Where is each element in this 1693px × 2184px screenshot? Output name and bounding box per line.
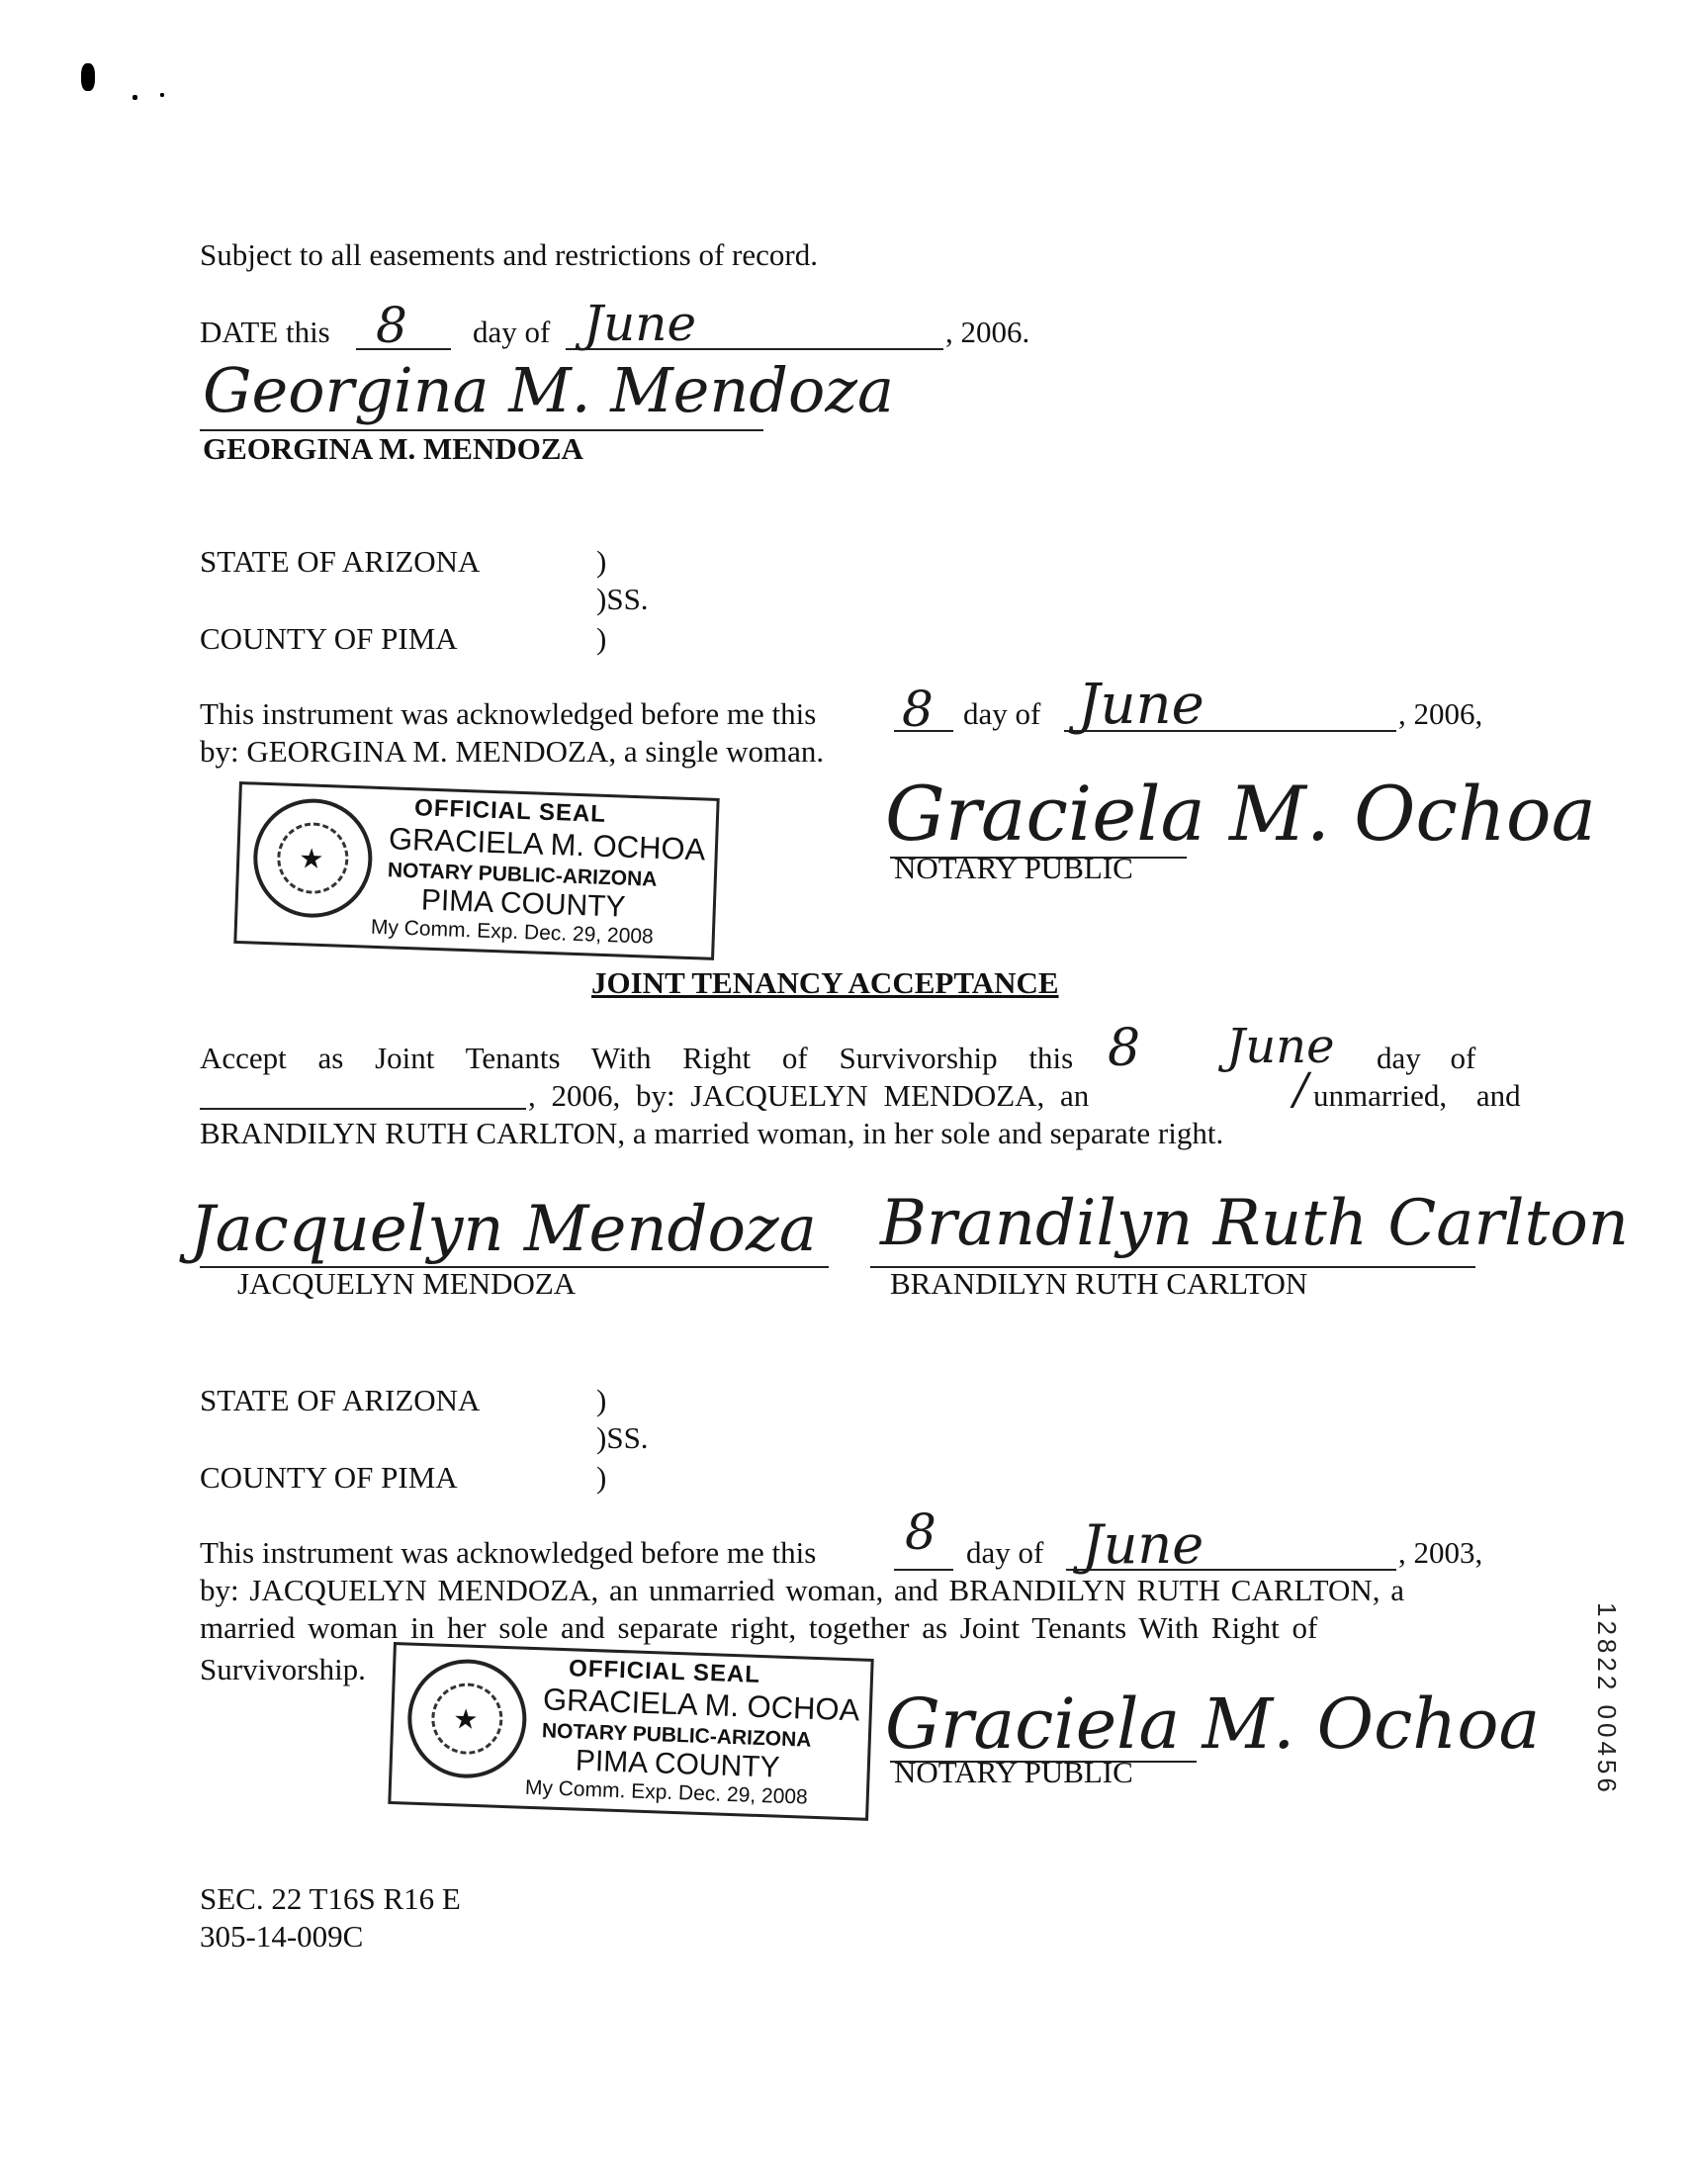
scan-speck	[160, 93, 164, 97]
venue-ss: )SS.	[596, 1420, 649, 1455]
scan-speck	[133, 95, 137, 100]
handwritten-day: 8	[376, 297, 407, 354]
handwritten-month: June	[583, 295, 697, 352]
seal-notary-name: GRACIELA M. OCHOA	[542, 1682, 860, 1728]
grantor-printed-name: GEORGINA M. MENDOZA	[203, 431, 583, 466]
seal-commission-expiry: My Comm. Exp. Dec. 29, 2008	[524, 1775, 809, 1809]
acceptance-line-1-end: day of	[1377, 1041, 1476, 1075]
venue-state: STATE OF ARIZONA	[200, 544, 481, 579]
acknowledgment-by-line: by: GEORGINA M. MENDOZA, a single woman.	[200, 734, 825, 769]
easements-statement: Subject to all easements and restrictions of record.	[200, 237, 818, 272]
seal-official: OFFICIAL SEAL	[413, 794, 607, 828]
grantee-signature: Jacquelyn Mendoza	[190, 1193, 817, 1266]
venue-paren: )	[596, 1383, 607, 1417]
grantee-printed-name: JACQUELYN MENDOZA	[237, 1266, 577, 1301]
seal-commission-expiry: My Comm. Exp. Dec. 29, 2008	[370, 915, 655, 949]
handwritten-slash: /	[1293, 1064, 1308, 1115]
scan-speck	[81, 63, 95, 91]
venue-paren: )	[596, 1460, 607, 1495]
grantee-printed-name: BRANDILYN RUTH CARLTON	[890, 1266, 1308, 1301]
acknowledgment-line-2: by: JACQUELYN MENDOZA, an unmarried woman, and BRANDILYN RUTH CARLTON, a	[200, 1573, 1405, 1607]
seal-notary-name: GRACIELA M. OCHOA	[388, 821, 706, 867]
acknowledgment-suffix: , 2003,	[1398, 1535, 1483, 1570]
date-suffix: , 2006.	[945, 315, 1030, 349]
venue-county: COUNTY OF PIMA	[200, 1460, 458, 1495]
state-seal-emblem-icon: ★	[251, 797, 374, 920]
acceptance-line-1: Accept as Joint Tenants With Right of Survivorship this	[200, 1041, 1074, 1075]
acceptance-line-2-end: unmarried, and	[1313, 1078, 1521, 1113]
venue-ss: )SS.	[596, 582, 649, 616]
seal-notary-title: NOTARY PUBLIC-ARIZONA	[541, 1719, 812, 1752]
handwritten-month: June	[1078, 673, 1204, 737]
seal-notary-title: NOTARY PUBLIC-ARIZONA	[387, 859, 658, 891]
notary-seal-stamp	[233, 781, 719, 960]
venue-county: COUNTY OF PIMA	[200, 621, 458, 656]
handwritten-month: June	[1226, 1019, 1335, 1074]
handwritten-month: June	[1082, 1513, 1204, 1576]
day-blank	[894, 1569, 953, 1571]
notary-signature: Graciela M. Ochoa	[885, 770, 1596, 858]
handwritten-day: 8	[905, 1503, 936, 1561]
handwritten-day: 8	[902, 681, 934, 738]
date-middle: day of	[473, 315, 551, 349]
venue-state: STATE OF ARIZONA	[200, 1383, 481, 1417]
acceptance-line-3: BRANDILYN RUTH CARLTON, a married woman, in her sole and separate right.	[200, 1116, 1224, 1150]
acknowledgment-line-4: Survivorship.	[200, 1652, 366, 1686]
notary-signature: Graciela M. Ochoa	[885, 1684, 1541, 1765]
state-seal-emblem-icon: ★	[405, 1658, 528, 1780]
recording-number: 12822 00456	[1592, 1602, 1622, 1796]
acknowledgment-middle: day of	[966, 1535, 1044, 1570]
acknowledgment-line-3: married woman in her sole and separate right, together as Joint Tenants With Right of	[200, 1610, 1318, 1645]
parcel-number: 305-14-009C	[200, 1919, 364, 1954]
seal-county: PIMA COUNTY	[575, 1744, 781, 1784]
seal-official: OFFICIAL SEAL	[568, 1655, 761, 1688]
acknowledgment-text: This instrument was acknowledged before me this	[200, 696, 817, 731]
notary-public-label: NOTARY PUBLIC	[894, 1755, 1133, 1789]
acceptance-heading: JOINT TENANCY ACCEPTANCE	[591, 965, 1059, 1000]
date-blank	[200, 1108, 526, 1110]
acknowledgment-suffix: , 2006,	[1398, 696, 1483, 731]
grantor-signature: Georgina M. Mendoza	[203, 354, 894, 426]
notary-public-label: NOTARY PUBLIC	[894, 851, 1133, 885]
grantee-signature: Brandilyn Ruth Carlton	[880, 1187, 1629, 1260]
acknowledgment-middle: day of	[963, 696, 1041, 731]
venue-paren: )	[596, 544, 607, 579]
date-prefix: DATE this	[200, 315, 330, 349]
venue-paren: )	[596, 621, 607, 656]
notary-seal-stamp	[388, 1642, 873, 1821]
handwritten-day: 8	[1108, 1019, 1141, 1078]
acknowledgment-text: This instrument was acknowledged before me this	[200, 1535, 817, 1570]
section-township-range: SEC. 22 T16S R16 E	[200, 1881, 461, 1916]
acceptance-line-2: , 2006, by: JACQUELYN MENDOZA, an	[528, 1078, 1090, 1113]
seal-county: PIMA COUNTY	[420, 883, 627, 924]
